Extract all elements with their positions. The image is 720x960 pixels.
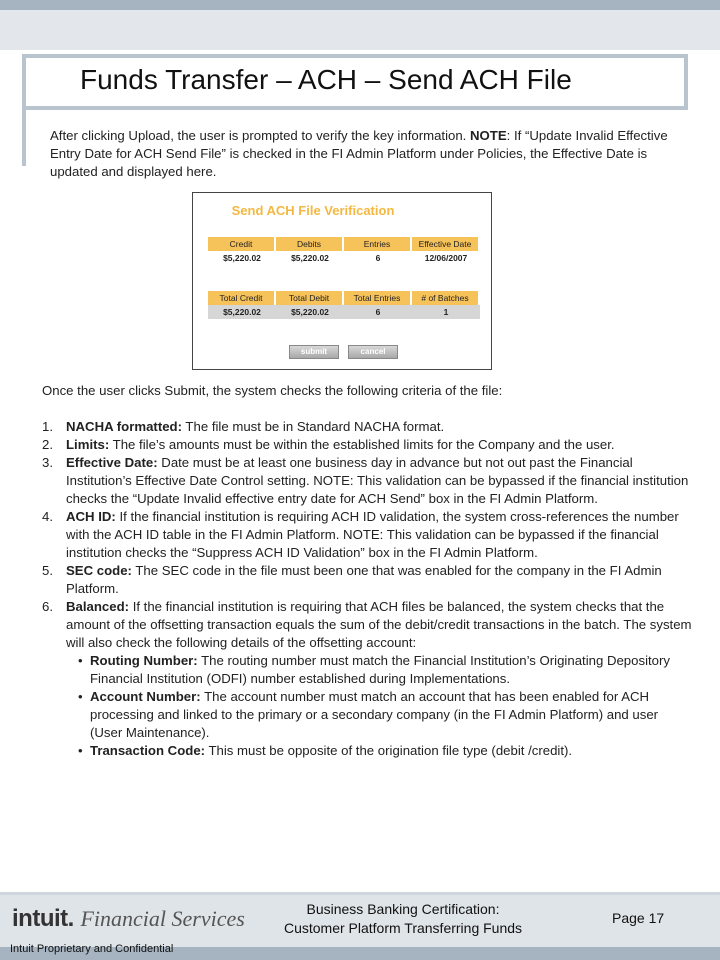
sub-criteria-text: The routing number must match the Financial Institution’s Originating Depository Financial Institution (ODFI) number established during Implementations. [90,653,670,686]
verification-table-1 [208,237,480,265]
criteria-text: If the financial institution is requiring that ACH files be balanced, the system checks that the amount of the offsetting transaction equals the sum of the debit/credit transactions in the batch. The system will also check the following details of the offsetting account: [66,599,692,650]
criteria-text: The file’s amounts must be within the established limits for the Company and the user. [109,437,615,452]
sub-criteria-item [78,688,692,742]
intro-text-b: : If “Update Invalid Effective Entry Date for ACH Send File” is checked in the FI Admin Platform under Policies, the Effective Date is updated and displayed here. [50,128,668,179]
bullet-icon: • [78,653,83,668]
table2-header: # of Batches [412,291,480,305]
logo-subtitle: Financial Services [80,906,245,931]
criteria-text: The SEC code in the file must been one that was enabled for the company in the FI Admin Platform. [66,563,662,596]
logo-brand: intuit. [12,905,74,932]
table1-header: Credit [208,237,276,251]
table1-header: Debits [276,237,344,251]
criteria-intro: Once the user clicks Submit, the system checks the following criteria of the file: [42,383,503,398]
table1-cell: $5,220.02 [291,253,329,263]
criteria-number: 4. [42,509,53,524]
table2-cell: 1 [412,305,480,319]
table2-cell: $5,220.02 [208,305,276,319]
table1-cell: $5,220.02 [223,253,261,263]
intro-text-a: After clicking Upload, the user is prompted to verify the key information. [50,128,470,143]
criteria-number: 2. [42,437,53,452]
criteria-item [42,598,692,760]
table2-cell: $5,220.02 [276,305,344,319]
table2-cell: 6 [344,305,412,319]
header-band-dark [0,0,720,10]
bullet-icon: • [78,689,83,704]
criteria-item [42,418,692,436]
page-title: Funds Transfer – ACH – Send ACH File [80,64,572,95]
criteria-text: Date must be at least one business day in advance but not out past the Financial Institution’s Effective Date Control setting. NOTE: This validation can be bypassed if the financial institution checks the “Update Invalid effective entry date for ACH Send” box in the FI Admin Platform. [66,455,689,506]
sub-criteria-label: Account Number: [90,689,201,704]
criteria-number: 1. [42,419,53,434]
criteria-label: Limits: [66,437,110,452]
title-frame-top [22,54,688,58]
sub-criteria-item [78,652,692,688]
cancel-button[interactable]: cancel [348,345,398,359]
title-frame-right [684,54,688,110]
criteria-item [42,562,692,598]
intro-note-label: NOTE [470,128,507,143]
criteria-list [42,418,692,760]
table1-header: Entries [344,237,412,251]
page-number: Page 17 [612,910,665,926]
table1-header: Effective Date [412,237,480,251]
bullet-icon: • [78,743,83,758]
criteria-item [42,508,692,562]
footer-line-2: Customer Platform Transferring Funds [283,920,523,936]
footer-course-title [258,900,548,938]
criteria-label: Effective Date: [66,455,158,470]
criteria-label: SEC code: [66,563,132,578]
criteria-number: 6. [42,599,53,614]
submit-button[interactable]: submit [289,345,339,359]
criteria-label: Balanced: [66,599,130,614]
criteria-text: If the financial institution is requiring ACH ID validation, the system cross-references the number with the ACH ID table in the FI Admin Platform. NOTE: This validation can be bypassed if the financial institution checks the “Suppress ACH ID Validation” box in the FI Admin Platform. [66,509,679,560]
table2-header: Total Debit [276,291,344,305]
criteria-number: 3. [42,455,53,470]
table2-header: Total Entries [344,291,412,305]
table1-cell: 6 [375,253,381,263]
title-frame-left [22,54,26,166]
table2-header: Total Credit [208,291,276,305]
criteria-item [42,454,692,508]
sub-criteria-list [66,652,692,760]
criteria-label: ACH ID: [66,509,116,524]
criteria-number: 5. [42,563,53,578]
verification-table-2 [208,291,480,319]
title-frame-bottom [22,106,688,110]
verification-title: Send ACH File Verification [231,203,395,218]
criteria-text: The file must be in Standard NACHA format. [182,419,445,434]
sub-criteria-text: The account number must match an account that has been enabled for ACH processing and linked to the primary or a secondary company (in the FI Admin Platform) and user (User Maintenance). [90,689,659,740]
sub-criteria-label: Transaction Code: [90,743,206,758]
criteria-section [42,382,692,760]
verification-screenshot [192,192,492,370]
header-band-light [0,10,720,50]
sub-criteria-label: Routing Number: [90,653,198,668]
footer-line-1: Business Banking Certification: [306,901,500,917]
sub-criteria-text: This must be opposite of the origination file type (debit /credit). [205,743,573,758]
proprietary-notice: Intuit Proprietary and Confidential [10,943,174,955]
sub-criteria-item [78,742,692,760]
criteria-item [42,436,692,454]
table1-cell: 12/06/2007 [424,253,468,263]
criteria-label: NACHA formatted: [66,419,182,434]
intuit-logo [12,904,245,934]
intro-paragraph [50,127,690,181]
